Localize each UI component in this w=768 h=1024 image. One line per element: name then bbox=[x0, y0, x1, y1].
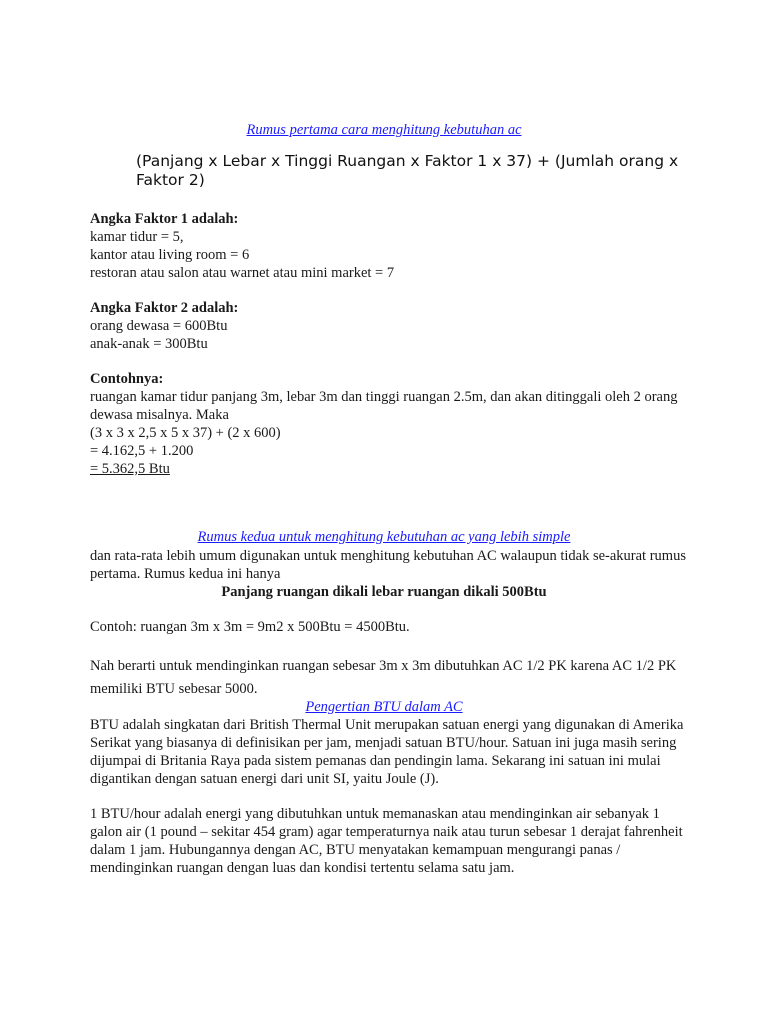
faktor2-block bbox=[90, 299, 690, 353]
faktor1-item: restoran atau salon atau warnet atau mini market = 7 bbox=[90, 265, 395, 281]
faktor1-block bbox=[90, 210, 690, 282]
heading-pengertian-btu[interactable]: Pengertian BTU dalam AC bbox=[305, 699, 463, 715]
section2-conclusion-text: Nah berarti untuk mendinginkan ruangan sebesar 3m x 3m dibutuhkan AC 1/2 PK karena AC 1/2 PK memiliki BTU sebesar 5000. bbox=[90, 658, 677, 697]
faktor1-item: kamar tidur = 5, bbox=[90, 229, 184, 245]
faktor1-title: Angka Faktor 1 adalah: bbox=[90, 211, 239, 227]
section2-example bbox=[90, 618, 690, 636]
heading-rumus-kedua[interactable]: Rumus kedua untuk menghitung kebutuhan ac yang lebih simple bbox=[197, 529, 571, 545]
faktor2-title: Angka Faktor 2 adalah: bbox=[90, 300, 239, 316]
example-line: ruangan kamar tidur panjang 3m, lebar 3m dan tinggi ruangan 2.5m, dan akan ditinggali oleh 2 orang dewasa misalnya. Maka bbox=[90, 389, 678, 423]
example-result: = 5.362,5 Btu bbox=[90, 461, 170, 477]
btu-paragraph-2-text: 1 BTU/hour adalah energi yang dibutuhkan untuk memanaskan atau mendinginkan air sebanyak 1 galon air (1 pound – sekitar 454 gram) agar temperaturnya naik atau turun sebesar 1 derajat fahrenheit dalam 1 jam. Hubungannya dengan AC, BTU menyatakan kemampuan mengurangi panas / mendinginkan ruangan dengan luas dan kondisi tertentu selama satu jam. bbox=[90, 806, 683, 876]
heading-rumus-pertama[interactable]: Rumus pertama cara menghitung kebutuhan ac bbox=[246, 122, 522, 138]
formula-rumus-pertama: (Panjang x Lebar x Tinggi Ruangan x Faktor 1 x 37) + (Jumlah orang x Faktor 2) bbox=[136, 152, 679, 189]
faktor2-item: anak-anak = 300Btu bbox=[90, 336, 208, 352]
example-block bbox=[90, 370, 690, 478]
section2-intro bbox=[90, 547, 690, 583]
btu-paragraph-1 bbox=[90, 716, 690, 788]
formula-rumus-kedua: Panjang ruangan dikali lebar ruangan dikali 500Btu bbox=[221, 584, 547, 600]
btu-paragraph-2 bbox=[90, 805, 690, 877]
section2-conclusion bbox=[90, 655, 690, 701]
faktor1-item: kantor atau living room = 6 bbox=[90, 247, 250, 263]
section2-example-text: Contoh: ruangan 3m x 3m = 9m2 x 500Btu = 4500Btu. bbox=[90, 619, 410, 635]
faktor2-item: orang dewasa = 600Btu bbox=[90, 318, 228, 334]
example-title: Contohnya: bbox=[90, 371, 164, 387]
btu-paragraph-1-text: BTU adalah singkatan dari British Thermal Unit merupakan satuan energi yang digunakan di Amerika Serikat yang biasanya di definisikan per jam, menjadi satuan BTU/hour. Satuan ini juga masih sering dijumpai di Britania Raya pada sistem pemanas dan pendingin lama. Sekarang ini satuan ini mulai digantikan dengan satuan energi dari unit SI, yaitu Joule (J). bbox=[90, 717, 684, 787]
example-line: (3 x 3 x 2,5 x 5 x 37) + (2 x 600) bbox=[90, 425, 281, 441]
section2-intro-text: dan rata-rata lebih umum digunakan untuk menghitung kebutuhan AC walaupun tidak se-akurat rumus pertama. Rumus kedua ini hanya bbox=[90, 548, 686, 582]
example-line: = 4.162,5 + 1.200 bbox=[90, 443, 194, 459]
